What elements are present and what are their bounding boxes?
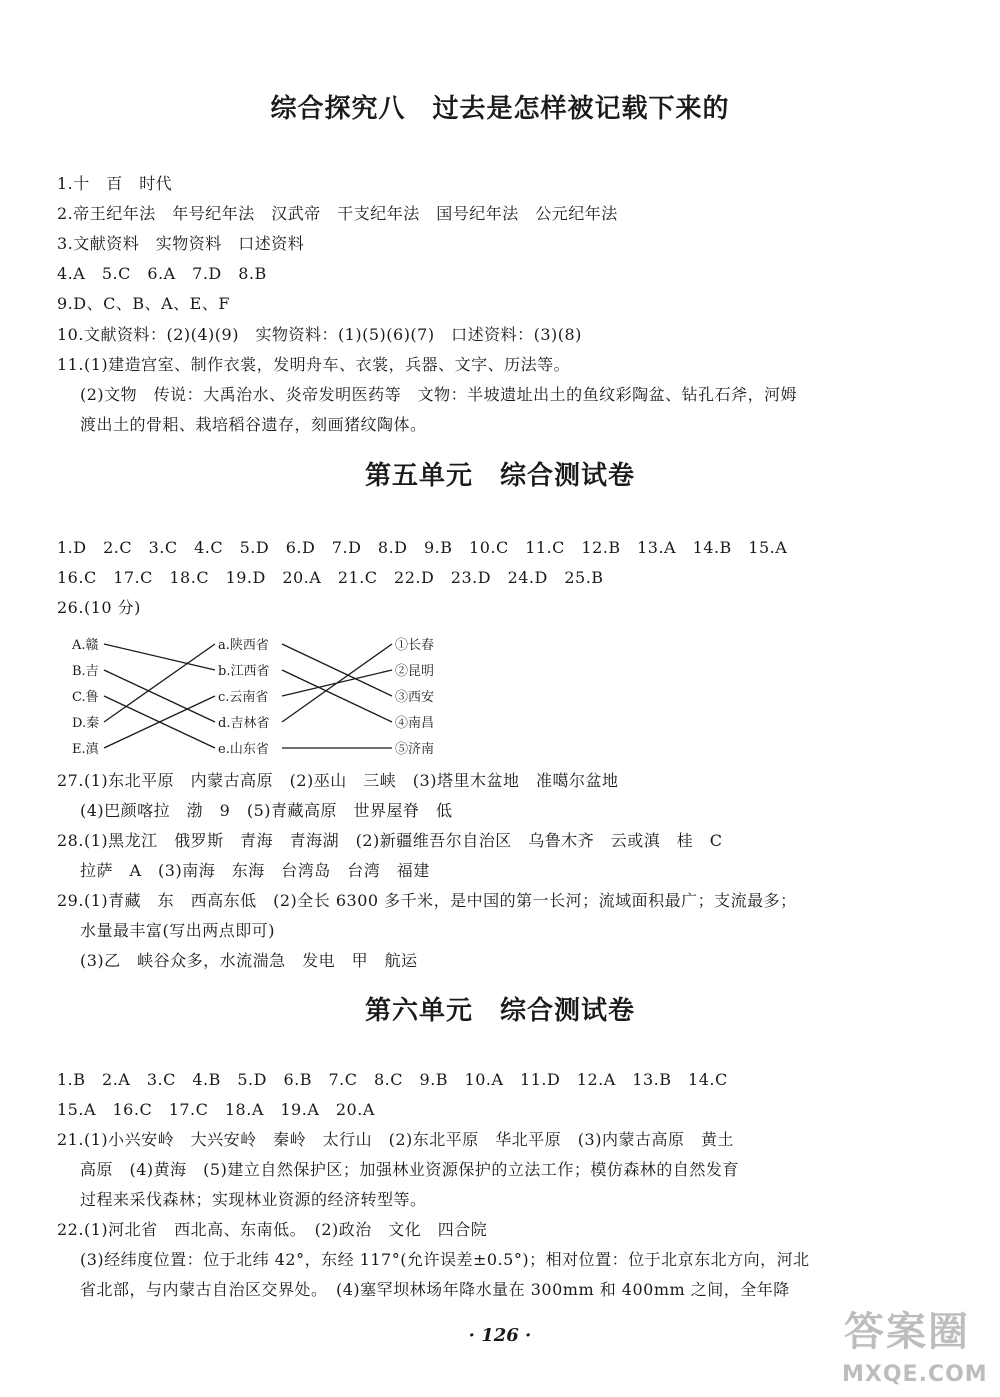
- answer-line: (2)文物 传说：大禹治水、炎帝发明医药等 文物：半坡遗址出土的鱼纹彩陶盆、钻孔石斧，河姆: [80, 385, 798, 404]
- match-middle-c: c.云南省: [218, 690, 269, 705]
- answer-line: 4.A 5.C 6.A 7.D 8.B: [57, 264, 267, 283]
- match-middle-d: d.吉林省: [218, 716, 270, 731]
- match-middle-a: a.陕西省: [218, 638, 269, 653]
- answer-line: 高原 (4)黄海 (5)建立自然保护区；加强林业资源保护的立法工作；模仿森林的自然发育: [80, 1160, 739, 1179]
- watermark-url: MXQE.COM: [842, 1362, 988, 1387]
- answer-line: 27.(1)东北平原 内蒙古高原 (2)巫山 三峡 (3)塔里木盆地 准噶尔盆地: [57, 771, 619, 790]
- answer-line: 10.文献资料：(2)(4)(9) 实物资料：(1)(5)(6)(7) 口述资料：(3)(8): [57, 325, 582, 344]
- answer-line: 26.(10 分): [57, 598, 141, 617]
- match-line: [104, 644, 215, 722]
- match-right-1: ①长春: [395, 638, 435, 653]
- answer-line: 3.文献资料 实物资料 口述资料: [57, 234, 305, 253]
- section-title-exploration-8: 综合探究八 过去是怎样被记载下来的: [270, 94, 730, 124]
- answer-line: 22.(1)河北省 西北高、东南低。 (2)政治 文化 四合院: [57, 1220, 488, 1239]
- section-title-unit-6: 第六单元 综合测试卷: [364, 996, 635, 1026]
- answer-line: 11.(1)建造宫室、制作衣裳，发明舟车、衣裳，兵器、文字、历法等。: [57, 355, 571, 374]
- watermark-text: 答案圈: [844, 1309, 970, 1355]
- match-left-b: B.吉: [72, 664, 99, 679]
- section-title-unit-5: 第五单元 综合测试卷: [364, 461, 635, 491]
- watermark-logo: [838, 1300, 996, 1392]
- match-left-c: C.鲁: [72, 690, 99, 705]
- match-left-e: E.滇: [72, 742, 99, 757]
- match-line: [104, 670, 215, 722]
- match-left-d: D.秦: [72, 716, 100, 731]
- match-middle-b: b.江西省: [218, 664, 270, 679]
- answer-line: 省北部，与内蒙古自治区交界处。 (4)塞罕坝林场年降水量在 300mm 和 400mm 之间，全年降: [80, 1280, 790, 1299]
- match-line: [282, 644, 392, 722]
- answer-line: 过程来采伐森林；实现林业资源的经济转型等。: [80, 1190, 427, 1209]
- answer-line: 水量最丰富(写出两点即可): [80, 921, 275, 940]
- match-middle-e: e.山东省: [218, 742, 269, 757]
- match-right-2: ②昆明: [395, 664, 435, 679]
- match-right-3: ③西安: [395, 690, 435, 705]
- answer-line: 1.十 百 时代: [57, 174, 173, 193]
- answer-line: 29.(1)青藏 东 西高东低 (2)全长 6300 多千米，是中国的第一长河；流域面积最广；支流最多；: [57, 891, 797, 910]
- answer-line: 1.B 2.A 3.C 4.B 5.D 6.B 7.C 8.C 9.B 10.A 11.D 12.A 13.B 14.C: [57, 1070, 728, 1089]
- answer-line: 28.(1)黑龙江 俄罗斯 青海 青海湖 (2)新疆维吾尔自治区 乌鲁木齐 云或滇 桂 C: [57, 831, 723, 850]
- matching-diagram: [60, 628, 460, 758]
- answer-line: 21.(1)小兴安岭 大兴安岭 秦岭 太行山 (2)东北平原 华北平原 (3)内蒙古高原 黄土: [57, 1130, 734, 1149]
- match-right-4: ④南昌: [395, 716, 435, 731]
- answer-line: 2.帝王纪年法 年号纪年法 汉武帝 干支纪年法 国号纪年法 公元纪年法: [57, 204, 618, 223]
- answer-line: 15.A 16.C 17.C 18.A 19.A 20.A: [57, 1100, 375, 1119]
- answer-line: (3)经纬度位置：位于北纬 42°，东经 117°(允许误差±0.5°)；相对位置：位于北京东北方向，河北: [80, 1250, 810, 1269]
- match-line: [104, 644, 215, 670]
- match-left-a: A.赣: [72, 638, 99, 653]
- match-right-5: ⑤济南: [395, 742, 435, 757]
- match-line: [282, 670, 392, 722]
- answer-line: 拉萨 A (3)南海 东海 台湾岛 台湾 福建: [80, 861, 430, 880]
- answer-line: (3)乙 峡谷众多，水流湍急 发电 甲 航运: [80, 951, 418, 970]
- answer-line: 渡出土的骨耜、栽培稻谷遗存，刻画猪纹陶体。: [80, 415, 427, 434]
- answer-line: 9.D、C、B、A、E、F: [57, 294, 230, 313]
- match-line: [282, 644, 392, 696]
- page-number: · 126 ·: [468, 1325, 532, 1346]
- answer-line: 1.D 2.C 3.C 4.C 5.D 6.D 7.D 8.D 9.B 10.C 11.C 12.B 13.A 14.B 15.A: [57, 538, 788, 557]
- answer-line: (4)巴颜喀拉 渤 9 (5)青藏高原 世界屋脊 低: [80, 801, 453, 820]
- answer-line: 16.C 17.C 18.C 19.D 20.A 21.C 22.D 23.D 24.D 25.B: [57, 568, 604, 587]
